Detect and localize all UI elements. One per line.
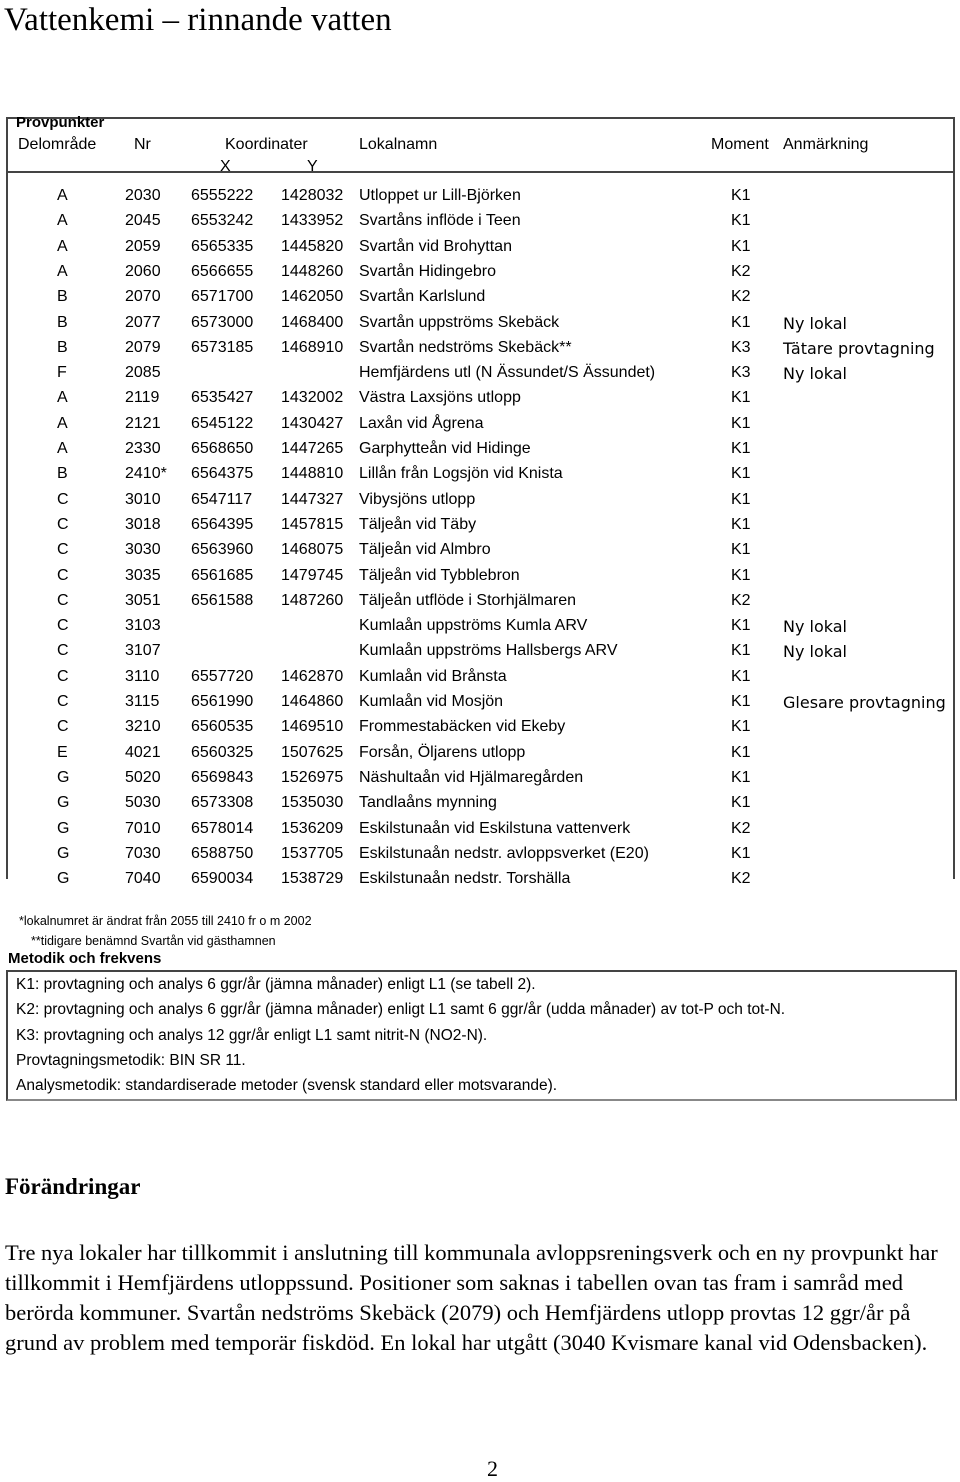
cell-lokalnamn: Kumlaån uppströms Kumla ARV xyxy=(359,617,588,635)
table-row xyxy=(0,769,960,793)
cell-delomrade: C xyxy=(57,541,69,559)
cell-nr: 2070 xyxy=(125,288,161,306)
header-lokalnamn: Lokalnamn xyxy=(359,136,438,153)
cell-nr: 3103 xyxy=(125,617,161,635)
table-row xyxy=(0,238,960,262)
cell-x: 6565335 xyxy=(191,237,254,255)
table-row xyxy=(0,794,960,818)
table-row xyxy=(0,592,960,616)
cell-moment: K2 xyxy=(731,591,751,609)
cell-nr: 2330 xyxy=(125,440,161,457)
footnote-former-name: **tidigare benämnd Svartån vid gästhamnen xyxy=(31,934,276,948)
cell-x: 6560535 xyxy=(191,718,254,736)
cell-lokalnamn: Eskilstunaån nedstr. avloppsverket (E20) xyxy=(359,844,649,862)
cell-moment: K1 xyxy=(731,541,751,559)
header-divider xyxy=(8,171,953,173)
cell-moment: K1 xyxy=(731,743,751,761)
cell-y: 1468075 xyxy=(281,541,344,559)
method-box xyxy=(6,970,957,1101)
cell-nr: 2079 xyxy=(125,338,161,356)
table-row xyxy=(0,491,960,515)
table-row xyxy=(0,263,960,287)
cell-nr: 2077 xyxy=(125,313,161,331)
cell-lokalnamn: Svartån Hidingebro xyxy=(359,262,496,280)
cell-delomrade: B xyxy=(57,313,68,331)
table-row xyxy=(0,668,960,692)
cell-y: 1538729 xyxy=(281,870,344,888)
cell-moment: K1 xyxy=(731,718,751,736)
cell-moment: K1 xyxy=(731,187,751,204)
header-delomrade: Delområde xyxy=(18,136,97,153)
cell-x: 6561685 xyxy=(191,566,254,584)
cell-y: 1487260 xyxy=(281,591,344,609)
table-row xyxy=(0,364,960,388)
cell-moment: K1 xyxy=(731,440,751,457)
cell-nr: 7040 xyxy=(125,870,161,888)
cell-nr: 3035 xyxy=(125,566,161,584)
cell-moment: K1 xyxy=(731,515,751,533)
cell-lokalnamn: Täljeån vid Almbro xyxy=(359,541,491,559)
cell-y: 1432002 xyxy=(281,389,344,407)
cell-delomrade: G xyxy=(57,794,70,812)
cell-nr: 3030 xyxy=(125,541,161,559)
cell-moment: K2 xyxy=(731,262,751,280)
cell-nr: 3107 xyxy=(125,642,161,660)
page-number: 2 xyxy=(487,1456,498,1481)
cell-x: 6547117 xyxy=(191,490,253,508)
cell-delomrade: B xyxy=(57,288,68,306)
method-line-k1: K1: provtagning och analys 6 ggr/år (jämna månader) enligt L1 (se tabell 2). xyxy=(16,976,536,993)
cell-x: 6588750 xyxy=(191,844,254,862)
cell-y: 1462870 xyxy=(281,667,344,685)
cell-y: 1430427 xyxy=(281,414,344,432)
cell-y: 1445820 xyxy=(281,237,344,255)
header-y: Y xyxy=(307,158,318,175)
cell-lokalnamn: Eskilstunaån nedstr. Torshälla xyxy=(359,870,571,888)
cell-y: 1462050 xyxy=(281,288,344,306)
cell-moment: K1 xyxy=(731,794,751,812)
cell-delomrade: C xyxy=(57,667,69,685)
cell-x: 6535427 xyxy=(191,389,254,407)
cell-nr: 3010 xyxy=(125,490,161,508)
cell-x: 6573308 xyxy=(191,794,254,812)
cell-y: 1507625 xyxy=(281,743,344,761)
method-line-analysis: Analysmetodik: standardiserade metoder (svensk standard eller motsvarande). xyxy=(16,1077,558,1094)
cell-x: 6568650 xyxy=(191,440,254,457)
cell-y: 1428032 xyxy=(281,187,344,204)
cell-lokalnamn: Svartån Karlslund xyxy=(359,288,486,306)
cell-delomrade: G xyxy=(57,768,70,786)
cell-nr: 2119 xyxy=(125,389,160,407)
cell-lokalnamn: Näshultaån vid Hjälmaregården xyxy=(359,768,584,786)
cell-lokalnamn: Täljeån vid Täby xyxy=(359,515,477,533)
cell-moment: K1 xyxy=(731,490,751,508)
cell-nr: 3110 xyxy=(125,667,160,685)
cell-lokalnamn: Kumlaån uppströms Hallsbergs ARV xyxy=(359,642,618,660)
cell-delomrade: C xyxy=(57,566,69,584)
cell-delomrade: A xyxy=(57,237,68,255)
cell-x: 6569843 xyxy=(191,768,254,786)
cell-lokalnamn: Tandlaåns mynning xyxy=(359,794,497,812)
table-row xyxy=(0,516,960,540)
table-row xyxy=(0,314,960,338)
cell-y: 1448260 xyxy=(281,262,344,280)
cell-delomrade: C xyxy=(57,693,69,710)
cell-delomrade: A xyxy=(57,262,68,280)
cell-moment: K2 xyxy=(731,819,751,837)
cell-delomrade: C xyxy=(57,718,69,736)
cell-lokalnamn: Svartån nedströms Skebäck** xyxy=(359,338,572,356)
cell-x: 6553242 xyxy=(191,212,254,230)
table-section-label: Provpunkter xyxy=(16,114,105,131)
header-nr: Nr xyxy=(134,136,151,153)
header-koordinater: Koordinater xyxy=(225,136,308,153)
cell-lokalnamn: Västra Laxsjöns utlopp xyxy=(359,389,521,407)
cell-moment: K1 xyxy=(731,667,751,685)
table-row xyxy=(0,288,960,312)
cell-y: 1457815 xyxy=(281,515,344,533)
cell-anmarkning: Tätare provtagning xyxy=(783,338,935,358)
cell-x: 6557720 xyxy=(191,667,254,685)
cell-x: 6564375 xyxy=(191,465,254,483)
cell-lokalnamn: Forsån, Öljarens utlopp xyxy=(359,743,526,761)
table-row xyxy=(0,339,960,363)
cell-anmarkning: Ny lokal xyxy=(783,617,847,637)
cell-moment: K1 xyxy=(731,237,751,255)
cell-moment: K1 xyxy=(731,566,751,584)
table-row xyxy=(0,567,960,591)
cell-y: 1448810 xyxy=(281,465,344,483)
cell-moment: K3 xyxy=(731,338,751,356)
cell-delomrade: A xyxy=(57,187,68,204)
cell-anmarkning: Ny lokal xyxy=(783,364,847,384)
cell-delomrade: B xyxy=(57,338,68,356)
cell-lokalnamn: Täljeån vid Tybblebron xyxy=(359,566,520,584)
cell-y: 1535030 xyxy=(281,794,344,812)
table-row xyxy=(0,744,960,768)
cell-y: 1447327 xyxy=(281,490,344,508)
cell-nr: 5020 xyxy=(125,768,161,786)
table-row xyxy=(0,617,960,641)
cell-x: 6573185 xyxy=(191,338,254,356)
cell-delomrade: E xyxy=(57,743,68,761)
cell-moment: K1 xyxy=(731,465,751,483)
cell-x: 6561990 xyxy=(191,693,254,710)
table-row xyxy=(0,212,960,236)
cell-moment: K2 xyxy=(731,288,751,306)
table-row xyxy=(0,415,960,439)
method-line-k2: K2: provtagning och analys 6 ggr/år (jämna månader) enligt L1 samt 6 ggr/år (udda månader) av tot-P och tot-N. xyxy=(16,1001,786,1018)
table-row xyxy=(0,693,960,717)
cell-moment: K3 xyxy=(731,364,751,382)
cell-lokalnamn: Täljeån utflöde i Storhjälmaren xyxy=(359,591,577,609)
cell-x: 6566655 xyxy=(191,262,254,280)
cell-y: 1469510 xyxy=(281,718,344,736)
cell-lokalnamn: Vibysjöns utlopp xyxy=(359,490,476,508)
cell-delomrade: A xyxy=(57,212,68,230)
cell-y: 1537705 xyxy=(281,844,344,862)
cell-moment: K1 xyxy=(731,768,751,786)
cell-nr: 2060 xyxy=(125,262,161,280)
cell-lokalnamn: Garphytteån vid Hidinge xyxy=(359,440,531,457)
cell-moment: K1 xyxy=(731,844,751,862)
cell-x: 6564395 xyxy=(191,515,254,533)
cell-x: 6571700 xyxy=(191,288,254,306)
cell-y: 1479745 xyxy=(281,566,344,584)
cell-delomrade: G xyxy=(57,819,70,837)
table-row xyxy=(0,440,960,464)
cell-lokalnamn: Utloppet ur Lill-Björken xyxy=(359,187,521,204)
cell-delomrade: C xyxy=(57,591,69,609)
cell-nr: 2121 xyxy=(125,414,161,432)
cell-lokalnamn: Laxån vid Ågrena xyxy=(359,414,484,432)
cell-anmarkning: Ny lokal xyxy=(783,313,847,333)
cell-nr: 3018 xyxy=(125,515,161,533)
cell-nr: 2030 xyxy=(125,187,161,204)
cell-lokalnamn: Eskilstunaån vid Eskilstuna vattenverk xyxy=(359,819,631,837)
cell-delomrade: G xyxy=(57,844,70,862)
cell-x: 6561588 xyxy=(191,591,254,609)
cell-delomrade: C xyxy=(57,642,69,660)
cell-lokalnamn: Svartåns inflöde i Teen xyxy=(359,212,521,230)
method-line-k3: K3: provtagning och analys 12 ggr/år enligt L1 samt nitrit-N (NO2-N). xyxy=(16,1027,488,1044)
table-row xyxy=(0,845,960,869)
table-row xyxy=(0,820,960,844)
cell-y: 1447265 xyxy=(281,440,344,457)
cell-delomrade: F xyxy=(57,364,67,382)
cell-lokalnamn: Svartån vid Brohyttan xyxy=(359,237,512,255)
cell-x: 6590034 xyxy=(191,870,254,888)
cell-x: 6578014 xyxy=(191,819,254,837)
cell-delomrade: B xyxy=(57,465,68,483)
method-line-sampling: Provtagningsmetodik: BIN SR 11. xyxy=(16,1052,246,1069)
cell-x: 6545122 xyxy=(191,414,254,432)
cell-y: 1526975 xyxy=(281,768,344,786)
cell-moment: K1 xyxy=(731,414,751,432)
cell-nr: 7010 xyxy=(125,819,161,837)
cell-moment: K1 xyxy=(731,313,751,331)
changes-heading: Förändringar xyxy=(5,1174,141,1199)
cell-lokalnamn: Svartån uppströms Skebäck xyxy=(359,313,560,331)
cell-x: 6563960 xyxy=(191,541,254,559)
footnote-renumbered: *lokalnumret är ändrat från 2055 till 2410 fr o m 2002 xyxy=(19,914,312,928)
cell-y: 1433952 xyxy=(281,212,344,230)
cell-nr: 3051 xyxy=(125,591,161,609)
table-row xyxy=(0,718,960,742)
cell-x: 6555222 xyxy=(191,187,254,204)
cell-delomrade: A xyxy=(57,414,68,432)
table-row xyxy=(0,870,960,894)
cell-moment: K1 xyxy=(731,693,751,710)
cell-moment: K1 xyxy=(731,642,751,660)
cell-nr: 4021 xyxy=(125,743,161,761)
changes-paragraph: Tre nya lokaler har tillkommit i anslutning till kommunala avloppsreningsverk och en ny provpunkt har tillkommit i Hemfjärdens utloppssund. Positioner som saknas i tabellen ovan tas fram i samråd med berörda kommuner. Svartån nedströms Skebäck (2079) och Hemfjärdens utlopp provtas 12 ggr/år på grund av problem med temporär fiskdöd. En lokal har utgått (3040 Kvismare kanal vid Odensbacken). xyxy=(5,1240,938,1355)
cell-moment: K1 xyxy=(731,617,751,635)
cell-delomrade: A xyxy=(57,389,68,407)
cell-delomrade: A xyxy=(57,440,68,457)
header-x: X xyxy=(220,158,231,175)
cell-moment: K1 xyxy=(731,212,751,230)
cell-moment: K2 xyxy=(731,870,751,888)
cell-lokalnamn: Kumlaån vid Mosjön xyxy=(359,693,504,710)
cell-lokalnamn: Lillån från Logsjön vid Knista xyxy=(359,465,563,483)
cell-nr: 3115 xyxy=(125,693,160,710)
cell-nr: 3210 xyxy=(125,718,161,736)
cell-nr: 2085 xyxy=(125,364,161,382)
cell-nr: 2059 xyxy=(125,237,161,255)
cell-x: 6560325 xyxy=(191,743,254,761)
cell-y: 1468910 xyxy=(281,338,344,356)
table-row xyxy=(0,465,960,489)
cell-moment: K1 xyxy=(731,389,751,407)
cell-lokalnamn: Hemfjärdens utl (N Ässundet/S Ässundet) xyxy=(359,364,656,382)
cell-anmarkning: Glesare provtagning xyxy=(783,693,946,712)
cell-lokalnamn: Kumlaån vid Brånsta xyxy=(359,667,507,685)
cell-anmarkning: Ny lokal xyxy=(783,642,847,662)
header-anmarkning: Anmärkning xyxy=(783,136,869,153)
cell-y: 1464860 xyxy=(281,693,344,710)
cell-delomrade: C xyxy=(57,515,69,533)
cell-delomrade: C xyxy=(57,617,69,635)
cell-nr: 2045 xyxy=(125,212,161,230)
cell-y: 1468400 xyxy=(281,313,344,331)
page-title: Vattenkemi – rinnande vatten xyxy=(4,2,392,38)
cell-delomrade: G xyxy=(57,870,70,888)
cell-x: 6573000 xyxy=(191,313,254,331)
cell-lokalnamn: Frommestabäcken vid Ekeby xyxy=(359,718,566,736)
cell-nr: 5030 xyxy=(125,794,161,812)
header-moment: Moment xyxy=(711,136,769,153)
cell-nr: 7030 xyxy=(125,844,161,862)
cell-nr: 2410* xyxy=(125,465,167,483)
table-row xyxy=(0,642,960,666)
table-row xyxy=(0,389,960,413)
cell-delomrade: C xyxy=(57,490,69,508)
table-row xyxy=(0,541,960,565)
table-row xyxy=(0,187,960,211)
cell-y: 1536209 xyxy=(281,819,344,837)
method-title: Metodik och frekvens xyxy=(8,950,162,967)
